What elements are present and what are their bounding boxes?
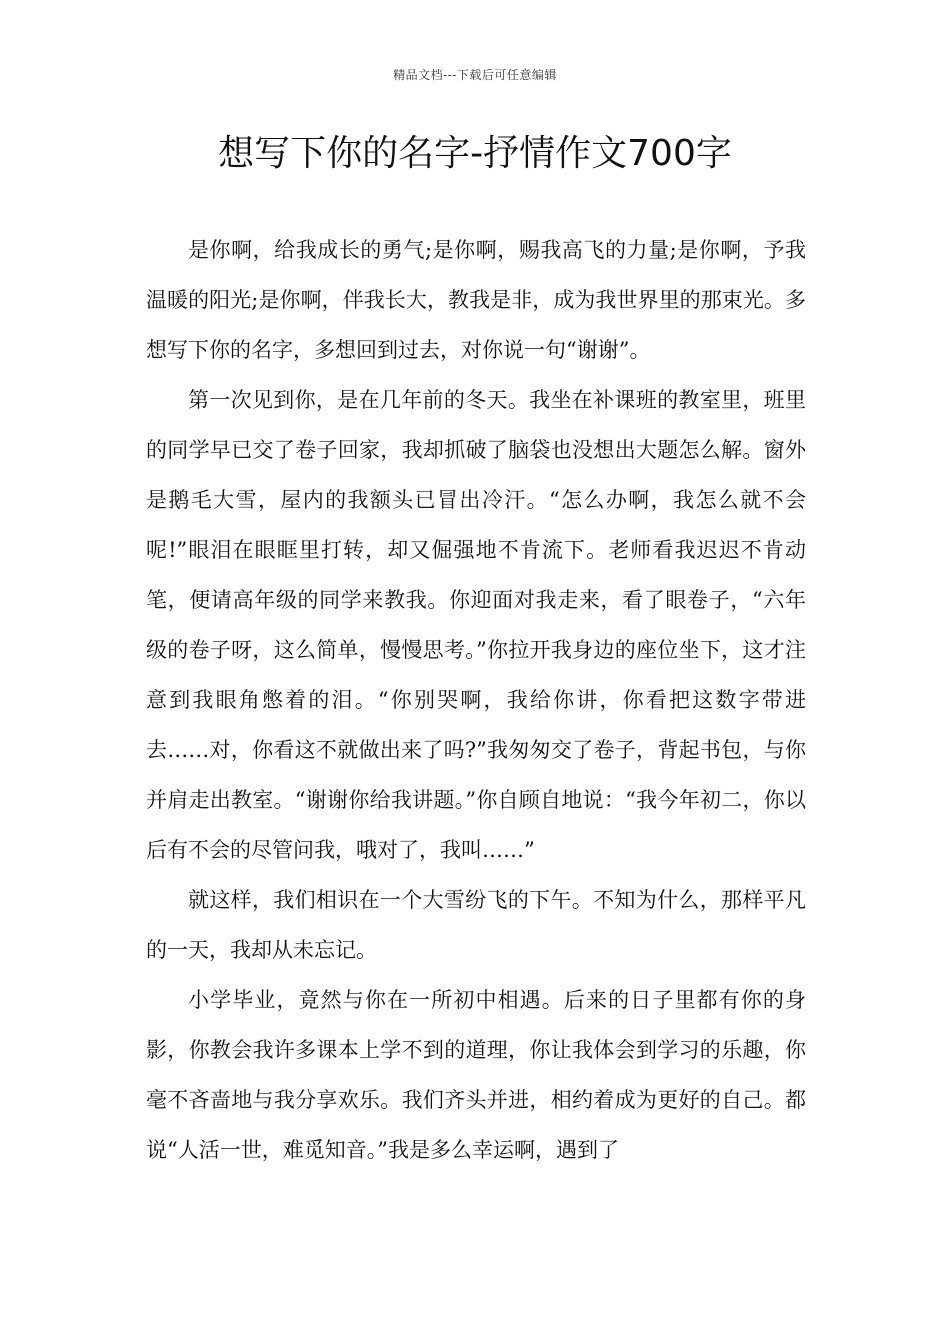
- paragraph: 第一次见到你，是在几年前的冬天。我坐在补课班的教室里，班里的同学早已交了卷子回家，我却抓破了脑袋也没想出大题怎么解。窗外是鹅毛大雪，屋内的我额头已冒出冷汗。“怎么办啊，我怎么就不会呢!”眼泪在眼眶里打转，却又倔强地不肯流下。老师看我迟迟不肯动笔，便请高年级的同学来教我。你迎面对我走来，看了眼卷子，“六年级的卷子呀，这么简单，慢慢思考。”你拉开我身边的座位坐下，这才注意到我眼角憋着的泪。“你别哭啊，我给你讲，你看把这数字带进去……对，你看这不就做出来了吗?”我匆匆交了卷子，背起书包，与你并肩走出教室。“谢谢你给我讲题。”你自顾自地说：“我今年初二，你以后有不会的尽管问我，哦对了，我叫……”: [146, 388, 806, 862]
- document-title: 想写下你的名字-抒情作文700字: [218, 133, 732, 174]
- header-note: 精品文档---下载后可任意编辑: [393, 68, 557, 82]
- paragraph: 小学毕业，竟然与你在一所初中相遇。后来的日子里都有你的身影，你教会我许多课本上学不到的道理，你让我体会到学习的乐趣，你毫不吝啬地与我分享欢乐。我们齐头并进，相约着成为更好的自己。都说“人活一世，难觅知音。”我是多么幸运啊，遇到了: [146, 988, 806, 1162]
- paragraph: 就这样，我们相识在一个大雪纷飞的下午。不知为什么，那样平凡的一天，我却从未忘记。: [146, 888, 806, 962]
- paragraph: 是你啊，给我成长的勇气;是你啊，赐我高飞的力量;是你啊，予我温暖的阳光;是你啊，伴我长大，教我是非，成为我世界里的那束光。多想写下你的名字，多想回到过去，对你说一句“谢谢”。: [146, 238, 806, 362]
- document-body: [146, 225, 806, 1175]
